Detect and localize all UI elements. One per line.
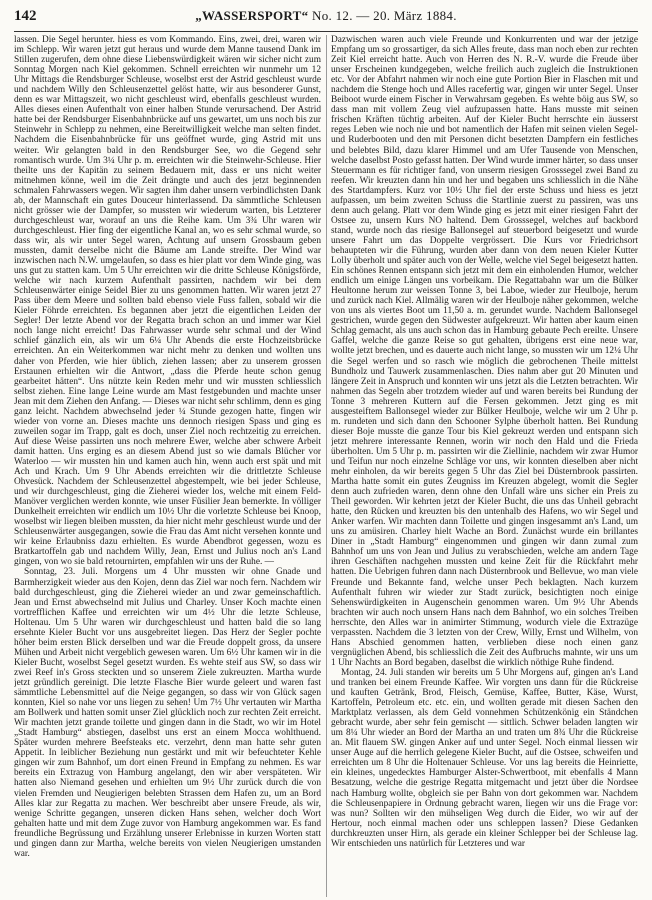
paragraph: Sonntag, 23. Juli. Morgens um 4 Uhr mussten wir ohne Gnade und Barmherzigkeit wieder aus den Kojen, denn das Ziel war noch fern. Nachdem wir bald durchgeschleust, ging die Zieherei wieder an und zwar gemeinschaftlich. Jean und Ernst abwechselnd mit Julius und Charley. Unser Koch machte einen vortrefflichen Kaffee und erreichten wir um 4½ Uhr die letzte Schleuse, Holtenau. Um 5 Uhr waren wir durchgeschleust und hatten bald die so lang ersehnte Kieler Bucht vor uns ausgebreitet liegen. Das Herz der Segler pochte höher beim ersten Blick derselben und war die Freude doppelt gross, da unsere Mühen und Arbeit nicht vergeblich gewesen waren. Um 6½ Uhr kamen wir in die Kieler Bucht, woselbst Segel gesetzt wurden. Es wehte steif aus SW, so dass wir zwei Reef in's Gross steckten und so unserem Ziele zukreuzten. Martha wurde jetzt gründlich gereinigt. Die letzte Flasche Bier wurde geleert und waren fast sämmtliche Lebensmittel auf die Neige gegangen, so dass wir von Glück sagen konnten, Kiel so nahe vor uns liegen zu sehen! Um 7½ Uhr vertauten wir Martha am Bollwerk und hatten somit unser Ziel glücklich noch zur rechten Zeit erreicht. Wir machten jetzt grande toilette und gingen dann in die Stadt, wo wir im Hotel „Stadt Hamburg“ abstiegen, daselbst uns erst an einem Mocca wohlthuend. Später wurden mehrere Beefsteaks etc. verzehrt, denn man hatte sehr guten Appetit. In leiblicher Beziehung nun gestärkt und mit wir befeuchteter Kehle gingen wir zum Bahnhof, um dort einen Freund in Empfang zu nehmen. Es war bereits ein Extrazug von Hamburg angelangt, den wir aber verspäteten. Wir hatten also Niemand gesehen und erhielten um 9½ Uhr zurück durch die von vielen Fremden und Neugierigen belebten Strassen dem Hafen zu, um an Bord Alles klar zur Regatta zu machen. Wer beschreibt aber unsere Freude, als wir, wenige Schritte gegangen, unseren dicken Hans sehen, welcher doch Wort gehalten hatte und mit dem Zuge zuvor von Hamburg angekommen war. Es fand freundliche Begrüssung und Erzählung unserer Erlebnisse in kurzen Worten statt und gingen dann zur Martha, welche bereits von vielen Neugierigen umstanden war. <box>14 567 321 859</box>
page-header <box>14 8 638 30</box>
header-rule <box>14 31 638 32</box>
issue-info: No. 12. — 20. März 1884. <box>312 8 457 23</box>
paragraph: Dazwischen waren auch viele Freunde und Konkurrenten und war der jetzige Empfang um so grossartiger, da sich Alles freute, dass man noch eben zur rechten Zeit Kiel erreicht hatte. Auch von Herren des N. R.-V. wurde die Freude über unser Erscheinen kundgegeben, welche freilich auch zugleich die Instruktionen etc. Vor der Abfahrt nahmen wir noch eine gute Portion Bier in Flaschen mit und nachdem die Stenge hoch und Alles racefertig war, gingen wir unter Segel. Unser Beiboot wurde einem Fischer in Verwahrsam gegeben. Es wehte böig aus SW, so dass man mit vollem Zeug viel aufzupassen hatte. Hans musste mit seinen frischen Kräften tüchtig arbeiten. Auf der Kieler Bucht herrschte ein äusserst reges Leben wie noch nie und bot namentlich der Hafen mit seinen vielen Segel- und Ruderbooten und den mit Personen dicht besetzten Dampfern ein festliches und belebtes Bild, dazu klarer Himmel und am Ufer Tausende von Menschen, welche daselbst Posto gefasst hatten. Der Wind wurde immer härter, so dass unser Steuermann es für richtiger fand, von unserm riesigen Grosssegel zwei Band zu reefen. Wir kreuzten dann hin und her und begaben uns schliesslich in die Nähe des Startdampfers. Kurz vor 10½ Uhr fiel der erste Schuss und hiess es jetzt aufpassen, um beim zweiten Schuss die Startlinie zuerst zu passiren, was uns denn auch gelang. Platt vor dem Winde ging es jetzt mit einer riesigen Fahrt der Ostsee zu, unsern Kurs NO haltend. Dem Grosssegel, welches auf backbord stand, wurde noch das riesige Ballonsegel auf steuerbord beigesetzt und wurde unsere Fahrt um das Doppelte vergrössert. Die Kurs vor Friedrichsort behaupteten wir die Führung, wurden aber dann von dem neuen Kieler Kutter Lolly überholt und später auch von der Welle, welche viel Segel beigesetzt hatten. Ein schönes Rennen entspann sich jetzt mit dem ein einholenden Humor, welcher endlich um einige Längen uns vorbeikam. Die Regattabahn war um die Bülker Heultonne herum zur weissen Tonne 3, bei Laboe, wieder zur Heulboje, herum und zurück nach Kiel. Allmälig waren wir der Heulboje näher gekommen, welche von uns als viertes Boot um 11,50 a. m. gerundet wurde. Nachdem Ballonsegel gestrichen, wurde gegen den Südwester aufgekreuzt. Wir hatten aber kaum einen Schlag gemacht, als uns auch schon das in Hamburg gebaute Pech ereilte. Unsere Gaffel, welche die ganze Reise so gut gehalten, übrigens erst eine neue war, wollte jetzt brechen, und es dauerte auch nicht lange, so mussten wir um 12¼ Uhr die Segel werfen und so rasch wie möglich die gebrochenen Theile mittelst Bundholz und Tauwerk zusammenlaschen. Dies nahm aber gut 20 Minuten und längere Zeit in Anspruch und konnten wir uns jetzt als die Letzten betrachten. Wir nahmen das Segeln aber trotzdem wieder auf und waren bereits bei Rundung der Tonne 3 mehreren Kuttern auf die Fersen gekommen. Jetzt ging es mit ausgesteiftem Ballonsegel wieder zur Bülker Heulboje, welche wir um 2 Uhr p. m. rundeten und sich dann den Schooner Sylphe überholt hatten. Bei Rundung dieser Boje musste die ganze Tour bis Kiel gekreuzt werden und entspann sich jetzt mehrere interessante Rennen, worin wir noch den Hald und die Frieda überholten. Um 5 Uhr p. m. passirten wir die Ziellinie, nachdem wir zwar Humor und Teifun nur noch einzelne Schläge vor uns, wir konnten dieselben aber nicht mehr einholen, da wir bereits gegen 5 Uhr das Ziel bei Düsternbrook passirten. Martha hatte somit ein gutes Zeugniss im Kreuzen abgelegt, womit die Segler denn auch zufrieden waren, denn ohne den Unfall wäre uns sicher ein Preis zu Theil geworden. Wir kehrten jetzt der Kieler Bucht, die uns das Unheil gebracht hatte, den Rücken und kreuzten bis den untenhalb des Hafens, wo wir Segel und Anker warfen. Wir machten dann Toilette und gingen insgesammt an's Land, um uns zu amüsiren. Charley hielt Wache an Bord. Zunächst wurde ein brillantes Diner in „Stadt Hamburg“ eingenommen und gingen wir dann zumal zum Bahnhof um uns von Jean und Julius zu verabschieden, welche am andern Tage ihren Geschäften nachgehen mussten und keine Zeit für die Rückfahrt mehr hatten. Die Uebrigen fuhren dann nach Düsternbrook und Bellevue, wo man viele Freunde und Bekannte fand, welche unser Pech beklagten. Nach kurzem Aufenthalt fuhren wir wieder zur Stadt zurück, besichtigten noch einige Sehenswürdigkeiten in Augenschein genommen waren. Um 9½ Uhr Abends brachten wir auch noch unsern Hans nach dem Bahnhof, wo ein solches Treiben herrschte, den Alles war in animirter Stimmung, wodurch viele die Extrazüge verpassten. Nachdem die 3 letzten von der Crew, Willy, Ernst und Wilhelm, von Hans Abschied genommen hatten, verblieben diese noch einen ganz vergnüglichen Abend, bis schliesslich die Zeit des Aufbruchs mahnte, wir uns um 1 Uhr Nachts an Bord begaben, daselbst die wirklich nöthige Ruhe findend. <box>331 35 638 668</box>
left-column <box>14 35 321 897</box>
running-title <box>54 8 598 24</box>
paragraph: lassen. Die Segel herunter. hiess es vom Kommando. Eins, zwei, drei, waren wir im Schlepp. Wir waren jetzt gut heraus und wurde dem Manne tausend Dank im Stillen zugerufen, dem ohne diese Liebenswürdigkeit wären wir sicher nicht zum Sonntag Morgen nach Kiel gekommen. Schnell erreichten wir nunmehr um 12 Uhr Mittags die Rendsburger Schleuse, woselbst erst der Astrid geschleust wurde und nachdem Willy den Schleusenzettel gelöst hatte, wir aus besonderer Gunst, denn es war Mittagszeit, wo nicht geschleust wird, ebenfalls geschleust wurden. Alles dieses einen Aufenthalt von einer halben Stunde verursachend. Der Astrid hatte bei der Rendsburger Eisenbahnbrücke auf uns gewartet, um uns noch bis zur Steinwehr in Schlepp zu nehmen, eine Bereitwilligkeit welche man selten findet. Nachdem die Eisenbahnbrücke für uns geöffnet wurde, ging Astrid mit uns weiter. Wir gelangten bald in den Rendsburger See, wo die Gegend sehr romantisch wurde. Um 3¼ Uhr p. m. erreichten wir die Steinwehr-Schleuse. Hier theilte uns der Kapitän zu seinem Bedauern mit, dass er uns nicht weiter mitnehmen könne, weil im die Zeit drängte und auch des jetzt beginnenden schmalen Fahrwassers wegen. Wir sagten ihm daher unsern verbindlichsten Dank ab, der Mannschaft ein gutes Douceur hinterlassend. Da sämmtliche Schleusen nicht grösser wie der Dampfer, so mussten wir wiederum warten, bis Letzterer durchgeschleust war, worauf an uns die Reihe kam. Um 3¾ Uhr waren wir durchgeschleust. Hier fing der eigentliche Kanal an, wo es sehr schmal wurde, so dass wir, als wir unter Segel waren, Achtung auf unsern Grossbaum geben mussten, damit derselbe nicht die Bäume am Lande streifte. Der Wind war inzwischen nach N.W. umgelaufen, so dass es hier platt vor dem Winde ging, was uns gut zu statten kam. Um 5 Uhr erreichten wir die dritte Schleuse Königsförde, welche wir nach kurzem Aufenthalt passirten, nachdem wir bei dem Schleusenwärter einige Seidel Bier zu uns genommen hatten. Wir waren jetzt 27 Pass über dem Meere und sollten bald ebenso viele Fuss fallen, sobald wir die Kieler Föhrde erreichten. Es begannen aber jetzt die eigentlichen Leiden der Segler! Der letzte Abend vor der Regatta brach schon an und immer war Kiel noch lange nicht erreicht! Das Fahrwasser wurde sehr schmal und der Wind schlief gänzlich ein, als wir um 6¼ Uhr Abends die erste Hochzeitsbrücke erreichten. An ein Weiterkommen war nicht mehr zu denken und wollten uns daher von Pferden, wie hier üblich, ziehen lassen; aber zu unserem grossen Erstaunen erhielten wir die Antwort, „dass die Pferde heute schon genug gearbeitet hätten“. Uns nützte kein Reden mehr und wir mussten schliesslich selbst ziehen. Eine lange Leine wurde am Mast festgebunden und machte unser Jean mit dem Ziehen den Anfang. — Dieses war nicht sehr schlimm, denn es ging ganz leicht. Nachdem abwechselnd jeder ¼ Stunde gezogen hatte, fingen wir wieder von vorne an. Dieses machte uns dennoch riesigen Spass und ging es zuweilen sogar im Trapp, galt es doch, unser Ziel noch rechtzeitig zu erreichen. Auf diese Weise passirten uns noch mehrere Ewer, welche aber schwere Arbeit damit hatten. Uns erging es an diesem Abend just so wie damals Blücher vor Waterloo — wir mussten hin und kamen auch hin, wenn auch erst spät und mit Ach und Krach. Um 9 Uhr Abends erreichten wir die drittletzte Schleuse Ohvesück. Nachdem der Schleusenzettel abgestempelt, wie bei jeder Schleuse, und wir durchgeschleust, ging die Zieherei wieder los, welche mit einem Feld-Manöver verglichen werden konnte, wie unser Füsilier Jean bemerkte. In völliger Dunkelheit erreichten wir endlich um 10½ Uhr die vorletzte Schleuse bei Knoop, woselbst wir liegen bleiben mussten, da hier nicht mehr geschleust wurde und der Schleusenwärter ausgegangen, sowie die Frau das Amt nicht versehen konnte und wir keine Erlaubniss dazu erhielten. Es wurde Abendbrot gegessen, wozu es Bratkartoffeln gab und nachdem Willy, Jean, Ernst und Julius noch an's Land gingen, von wo sie bald retournirten, empfahlen wir uns der Ruhe. — <box>14 35 321 568</box>
article-columns <box>14 35 638 897</box>
column-divider <box>326 35 327 897</box>
page-number: 142 <box>14 8 37 24</box>
paragraph: Montag, 24. Juli standen wir bereits um 5 Uhr Morgens auf, gingen an's Land und tranken bei einem Freunde Kaffee. Wir vorgten uns dann für die Rückreise und kauften Getränk, Brod, Fleisch, Gemüse, Kaffee, Butter, Käse, Wurst, Kartoffeln, Petroleum etc. etc. ein, und wollten gerade mit diesen Sachen den Marktplatz verlassen, als dem Geld vonnehmen Schützenkönig ein Ständchen gebracht wurde, aber sehr fein gemischt — sittlich. Schwer beladen langten wir um 8¼ Uhr wieder an Bord der Martha an und traten um 8¾ Uhr die Rückreise an. Mit flauem SW. gingen Anker auf und unter Segel. Noch einmal liessen wir unser Auge auf die herrlich gelegene Kieler Bucht, auf die Ostsee, schweifen und erreichten um 8 Uhr die Holtenauer Schleuse. Vor uns lag bereits die Heinriette, ein kleines, ungedecktes Hamburger Alster-Schwertboot, mit ebenfalls 4 Mann Besatzung, welche die gestrige Regatta mitgemacht und jetzt über die Nordsee nach Hamburg wollte, obgleich sie per Bahn von dort gekommen war. Nachdem die Schleusenpapiere in Ordnung gebracht waren, liegen wir uns die Frage vor: was nun? Sollten wir den mühseligen Weg durch die Eider, wo wir auf der Hertour, noch einmal machen oder uns schleppen lassen? Diese Gedanken durchkreuzten unser Hirn, als gerade ein kleiner Schlepper bei der Schleuse lag. Wir entschieden uns natürlich für Letzteres und war <box>331 667 638 849</box>
right-column <box>331 35 638 897</box>
magazine-title: „WASSERSPORT“ <box>195 8 309 23</box>
